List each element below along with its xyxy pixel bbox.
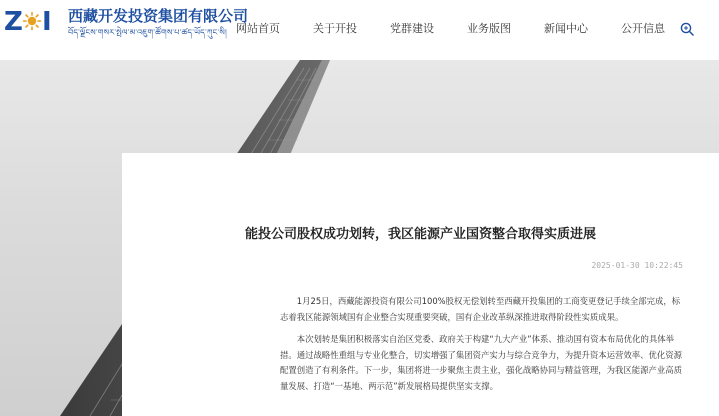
main-nav <box>236 14 665 44</box>
article-card <box>122 153 719 416</box>
search-icon[interactable] <box>680 22 694 36</box>
site-logo[interactable] <box>4 5 249 37</box>
article-paragraph: 1月25日，西藏能源投资有限公司100%股权无偿划转至西藏开投集团的工商变更登记手续全部完成，标志着我区能源领域国有企业整合实现重要突破，国有企业改革纵深推进取得阶段性实质成果。 <box>280 296 681 322</box>
sun-icon <box>22 11 42 31</box>
company-name-tibetan: བོད་ལྗོངས་གསར་སྤེལ་མ་འཇུག་ཚོགས་པ་ཚད་ཡོད་ཀུང་སི། <box>68 28 227 37</box>
logo-mark <box>4 6 60 36</box>
nav-item-business[interactable]: 业务版图 <box>467 22 511 35</box>
site-header <box>0 0 719 60</box>
logo-letter-z: Z <box>4 7 23 37</box>
article-paragraph: 本次划转是集团积极落实自治区党委、政府关于构建“九大产业”体系、推动国有资本布局优化的具体举措。通过战略性重组与专业化整合，切实增强了集团资产实力与综合竞争力，为提升资本运营效率、优化资源配置创造了有利条件。下一步，集团将进一步聚焦主责主业，强化战略协同与精益管理，为我区能源产业高质量发展、打造“一基地、两示范”新发展格局提供坚实支撑。 <box>280 334 682 391</box>
article-title: 能投公司股权成功划转，我区能源产业国资整合取得实质进展 <box>244 227 596 242</box>
nav-item-home[interactable]: 网站首页 <box>236 22 280 35</box>
company-name: 西藏开发投资集团有限公司 <box>68 7 249 25</box>
logo-letter-i: I <box>42 7 52 37</box>
article-body <box>280 294 688 402</box>
logo-text <box>68 7 248 39</box>
nav-item-party[interactable]: 党群建设 <box>390 22 434 35</box>
article-datetime: 2025-01-30 10:22:45 <box>591 261 683 270</box>
nav-item-about[interactable]: 关于开投 <box>313 22 357 35</box>
nav-item-news[interactable]: 新闻中心 <box>544 22 588 35</box>
nav-item-disclosure[interactable]: 公开信息 <box>621 22 665 35</box>
